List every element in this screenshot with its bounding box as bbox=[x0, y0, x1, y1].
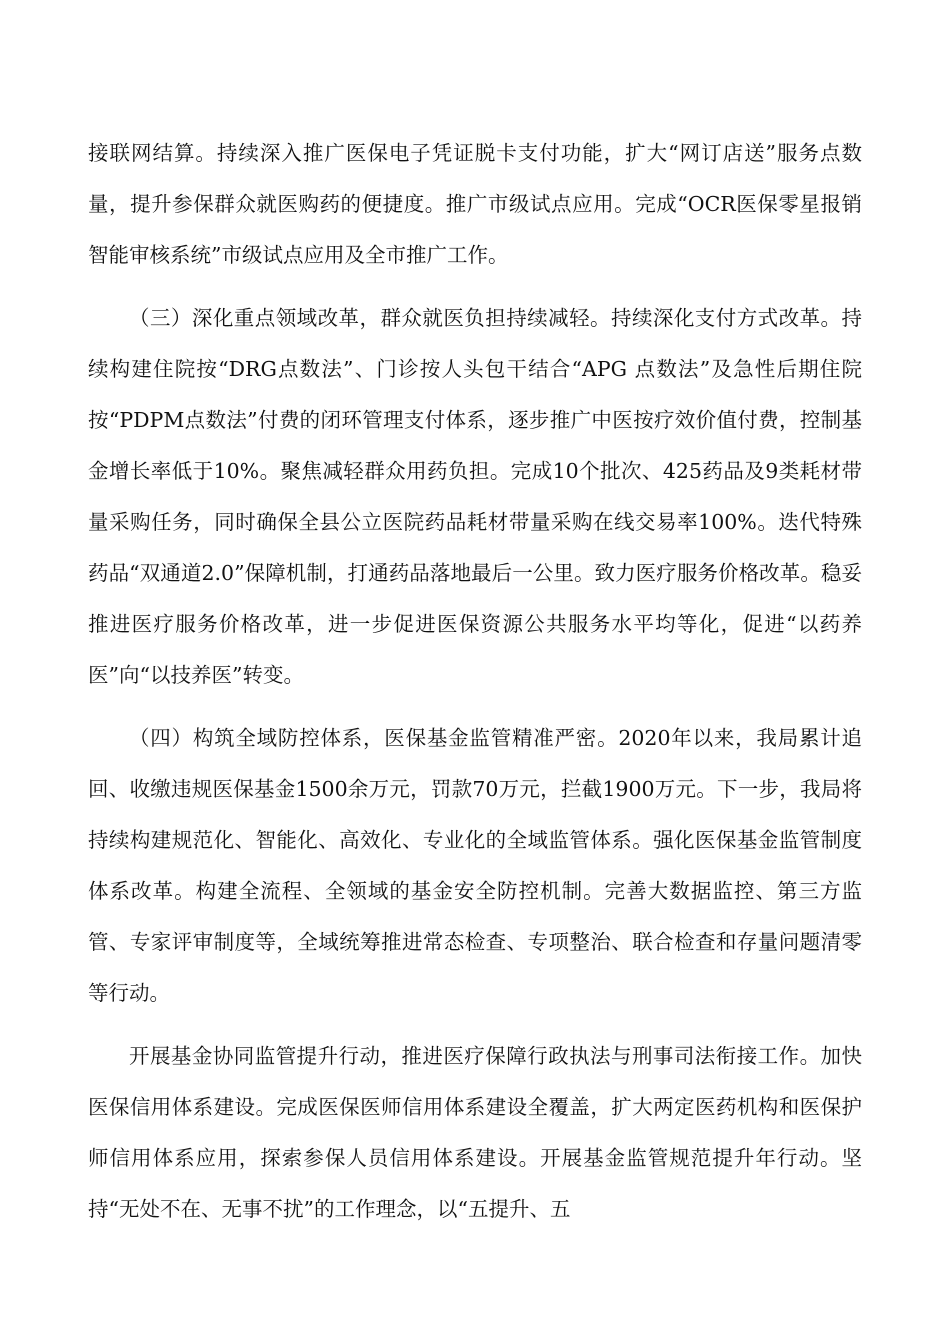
paragraph-section-3: （三）深化重点领域改革，群众就医负担持续减轻。持续深化支付方式改革。持续构建住院按“DRG点数法”、门诊按人头包干结合“APG 点数法”及急性后期住院按“PDPM点数法”付费的闭环管理支付体系，逐步推广中医按疗效价值付费，控制基金增长率低于10%。聚焦减轻群众用药负担。完成10个批次、425药品及9类耗材带量采购任务，同时确保全县公立医院药品耗材带量采购在线交易率100%。迭代特殊药品“双通道2.0”保障机制，打通药品落地最后一公里。致力医疗服务价格改革。稳妥推进医疗服务价格改革，进一步促进医保资源公共服务水平均等化，促进“以药养医”向“以技养医”转变。 bbox=[88, 306, 862, 687]
paragraph-supervision-actions: 开展基金协同监管提升行动，推进医疗保障行政执法与刑事司法衔接工作。加快医保信用体系建设。完成医保医师信用体系建设全覆盖，扩大两定医药机构和医保护师信用体系应用，探索参保人员信用体系建设。开展基金监管规范提升年行动。坚持“无处不在、无事不扰”的工作理念，以“五提升、五 bbox=[88, 1044, 862, 1221]
document-page bbox=[88, 128, 862, 1247]
paragraph-section-4: （四）构筑全域防控体系，医保基金监管精准严密。2020年以来，我局累计追回、收缴违规医保基金1500余万元，罚款70万元，拦截1900万元。下一步，我局将持续构建规范化、智能化、高效化、专业化的全域监管体系。强化医保基金监管制度体系改革。构建全流程、全领域的基金安全防控机制。完善大数据监控、第三方监管、专家评审制度等，全域统筹推进常态检查、专项整治、联合检查和存量问题清零等行动。 bbox=[88, 726, 862, 1005]
paragraph-continuation: 接联网结算。持续深入推广医保电子凭证脱卡支付功能，扩大“网订店送”服务点数量，提升参保群众就医购药的便捷度。推广市级试点应用。完成“OCR医保零星报销智能审核系统”市级试点应用及全市推广工作。 bbox=[88, 141, 862, 267]
